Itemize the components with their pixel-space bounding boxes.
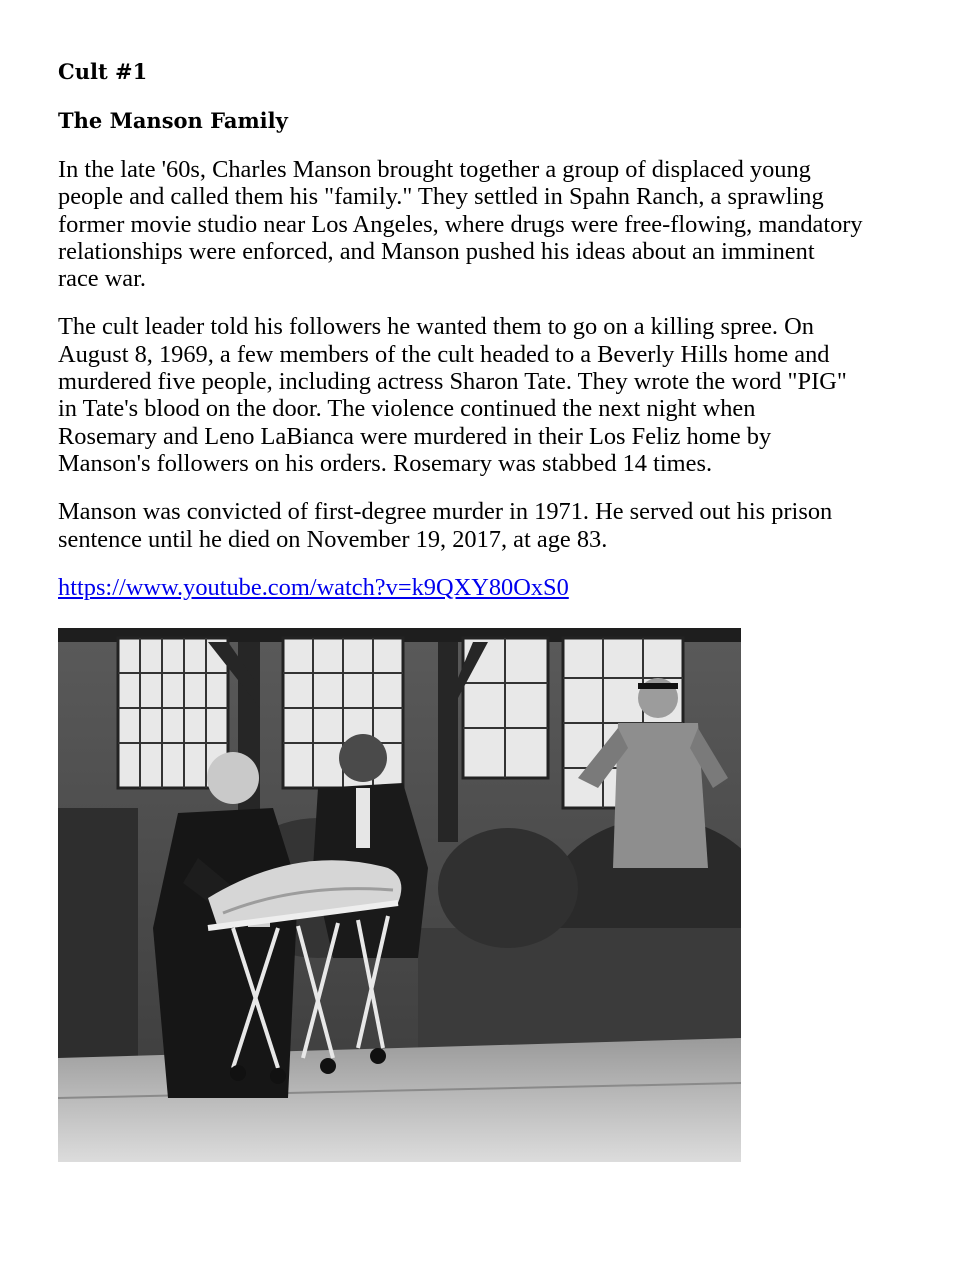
paragraph-line: In the late '60s, Charles Manson brought together a group of displaced young xyxy=(58,156,811,183)
paragraph-line: August 8, 1969, a few members of the cult headed to a Beverly Hills home and xyxy=(58,340,830,368)
paragraph-line: in Tate's blood on the door. The violence continued the next night when xyxy=(58,395,756,423)
black-and-white-photo xyxy=(58,628,741,1162)
document-page xyxy=(58,58,938,622)
paragraph-1 xyxy=(58,156,938,292)
paragraph-3 xyxy=(58,498,938,553)
photo-illustration xyxy=(58,628,741,1162)
paragraph-line: sentence until he died on November 19, 2017, at age 83. xyxy=(58,525,608,553)
paragraph-line: relationships were enforced, and Manson pushed his ideas about an imminent xyxy=(58,237,815,265)
paragraph-line: Manson's followers on his orders. Rosemary was stabbed 14 times. xyxy=(58,449,713,477)
paragraph-line: Manson was convicted of first-degree murder in 1971. He served out his prison xyxy=(58,498,833,526)
paragraph-line: The cult leader told his followers he wanted them to go on a killing spree. On xyxy=(58,313,814,341)
heading-cult-number: Cult #1 xyxy=(58,59,148,84)
paragraph-line: former movie studio near Los Angeles, where drugs were free-flowing, mandatory xyxy=(58,210,863,238)
youtube-link[interactable]: https://www.youtube.com/watch?v=k9QXY80OxS0 xyxy=(58,573,569,601)
walkway xyxy=(58,1038,741,1162)
paragraph-line: Rosemary and Leno LaBianca were murdered in their Los Feliz home by xyxy=(58,422,772,450)
heading-section-title: The Manson Family xyxy=(58,108,288,133)
paragraph-2 xyxy=(58,313,938,477)
paragraph-line: people and called them his "family." They settled in Spahn Ranch, a sprawling xyxy=(58,183,824,211)
paragraph-line: race war. xyxy=(58,265,147,293)
link-line xyxy=(58,574,938,602)
paragraph-line: murdered five people, including actress Sharon Tate. They wrote the word "PIG" xyxy=(58,368,847,396)
